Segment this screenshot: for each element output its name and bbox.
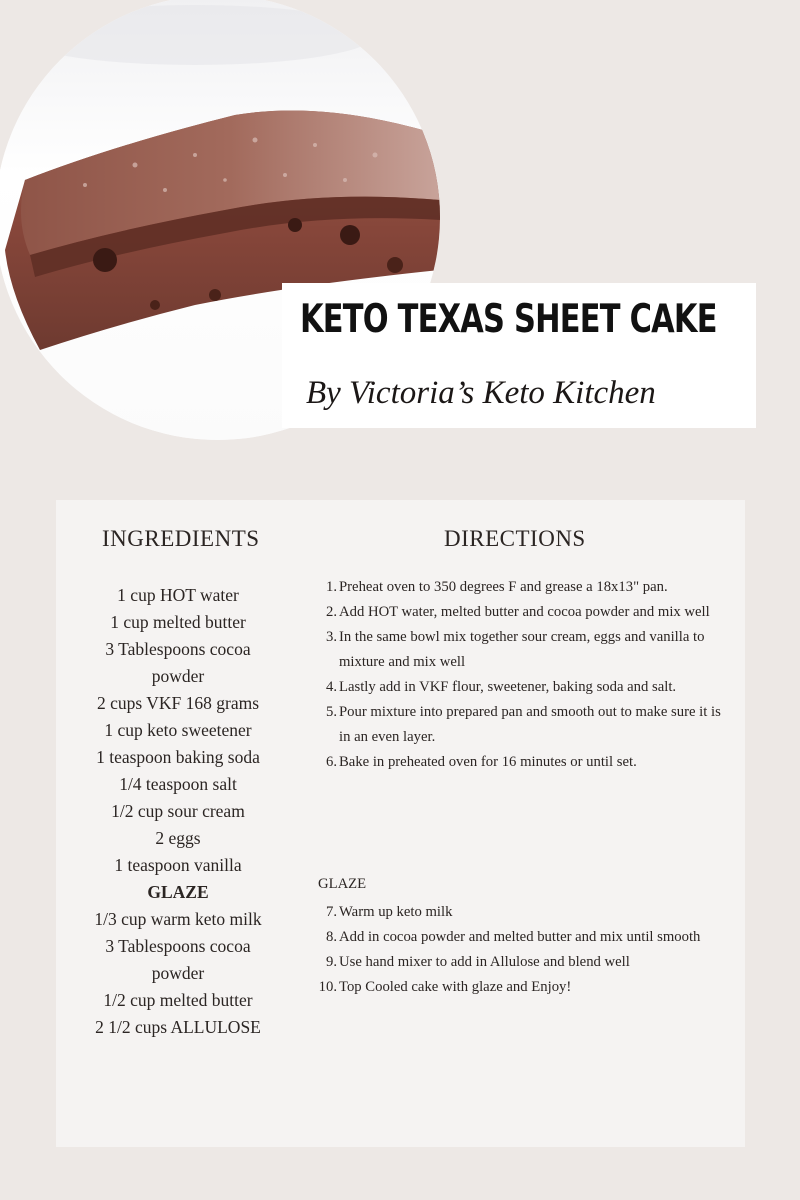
step-number: 5. xyxy=(325,704,337,720)
ingredient-item: 1 cup HOT water xyxy=(117,585,239,605)
step-text: Add in cocoa powder and melted butter and mix until smooth xyxy=(339,929,701,945)
title-box xyxy=(282,283,756,428)
ingredients-list xyxy=(74,582,282,1041)
direction-step xyxy=(316,675,726,700)
glaze-label: GLAZE xyxy=(318,876,367,892)
ingredient-item: 1 teaspoon baking soda xyxy=(96,747,260,767)
recipe-title: KETO TEXAS SHEET CAKE xyxy=(300,297,717,342)
step-text: In the same bowl mix together sour cream, eggs and vanilla to mixture and mix well xyxy=(339,629,705,670)
ingredient-item: 3 Tablespoons cocoa xyxy=(105,639,251,659)
step-text: Bake in preheated oven for 16 minutes or until set. xyxy=(339,754,637,770)
direction-step xyxy=(316,600,726,625)
direction-step xyxy=(316,975,726,1000)
glaze-directions-list xyxy=(316,900,726,1000)
direction-step xyxy=(316,575,726,600)
direction-step xyxy=(316,900,726,925)
step-number: 6. xyxy=(325,754,337,770)
step-text: Lastly add in VKF flour, sweetener, baking soda and salt. xyxy=(339,679,677,695)
ingredient-item: 2 eggs xyxy=(155,828,201,848)
step-number: 3. xyxy=(325,629,337,645)
ingredient-item: 2 1/2 cups ALLULOSE xyxy=(95,1017,261,1037)
ingredient-item: 1 cup melted butter xyxy=(110,612,246,632)
ingredient-item: 1 cup keto sweetener xyxy=(104,720,252,740)
step-text: Warm up keto milk xyxy=(339,904,453,920)
step-number: 10. xyxy=(318,979,337,995)
step-text: Pour mixture into prepared pan and smooth out to make sure it is in an even layer. xyxy=(339,704,721,745)
ingredient-item: 1 teaspoon vanilla xyxy=(114,855,242,875)
ingredients-heading: INGREDIENTS xyxy=(102,526,260,551)
ingredient-item: powder xyxy=(151,666,205,686)
step-number: 9. xyxy=(325,954,337,970)
direction-step xyxy=(316,925,726,950)
direction-step xyxy=(316,950,726,975)
ingredient-item: 1/2 cup melted butter xyxy=(103,990,253,1010)
step-text: Top Cooled cake with glaze and Enjoy! xyxy=(339,979,572,995)
ingredient-item: GLAZE xyxy=(147,882,209,902)
direction-step xyxy=(316,625,726,675)
step-text: Use hand mixer to add in Allulose and blend well xyxy=(339,954,630,970)
step-number: 7. xyxy=(325,904,337,920)
ingredient-item: 1/4 teaspoon salt xyxy=(119,774,237,794)
ingredient-item: 1/2 cup sour cream xyxy=(111,801,245,821)
step-number: 1. xyxy=(325,579,337,595)
direction-step xyxy=(316,750,726,775)
ingredient-item: 1/3 cup warm keto milk xyxy=(94,909,262,929)
directions-heading: DIRECTIONS xyxy=(444,526,586,551)
direction-step xyxy=(316,700,726,750)
step-number: 8. xyxy=(325,929,337,945)
step-text: Add HOT water, melted butter and cocoa powder and mix well xyxy=(339,604,710,620)
recipe-card xyxy=(56,500,745,1147)
step-number: 2. xyxy=(325,604,337,620)
step-number: 4. xyxy=(325,679,337,695)
ingredient-item: 3 Tablespoons cocoa xyxy=(105,936,251,956)
ingredient-item: 2 cups VKF 168 grams xyxy=(96,693,260,713)
step-text: Preheat oven to 350 degrees F and grease a 18x13" pan. xyxy=(339,579,668,595)
recipe-byline: By Victoria’s Keto Kitchen xyxy=(306,375,656,411)
ingredient-item: powder xyxy=(151,963,205,983)
directions-list xyxy=(316,575,726,775)
